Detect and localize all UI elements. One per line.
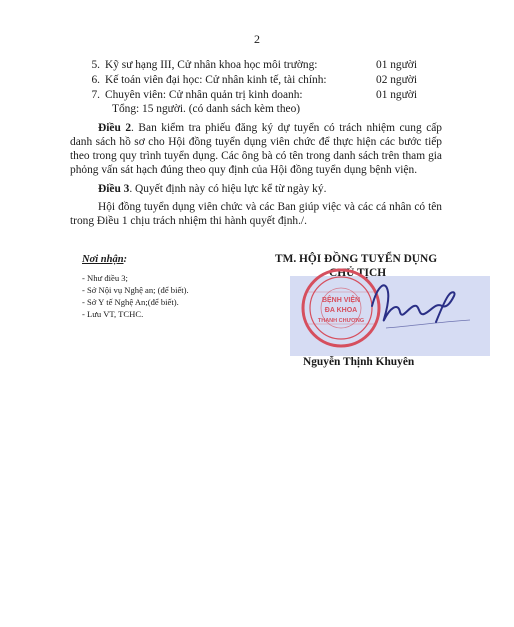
recipient-item: - Lưu VT, TCHC. <box>82 309 144 319</box>
list-item <box>86 58 466 72</box>
article-3-paragraph <box>70 182 442 196</box>
list-item-number: 5. <box>91 59 100 71</box>
list-item-count: 01 người <box>376 89 417 101</box>
signatory-name: Nguyễn Thịnh Khuyên <box>303 356 415 368</box>
list-item-count: 01 người <box>376 59 417 71</box>
stamp-line: ĐA KHOA <box>324 307 358 314</box>
page-number: 2 <box>254 32 260 46</box>
article-2-label: Điều 2 <box>98 122 132 134</box>
stamp-line: BỆNH VIỆN <box>321 297 361 304</box>
list-item-text: Kỹ sư hạng III, Cử nhân khoa học môi trường: <box>105 59 318 71</box>
recipient-item: - Sở Y tế Nghệ An;(để biết). <box>82 297 179 307</box>
list-item-text: Kế toán viên đại học: Cử nhân kinh tế, tài chính: <box>105 74 327 86</box>
article-2-paragraph <box>70 121 442 177</box>
article-3-text: . Quyết định này có hiệu lực kể từ ngày ký. <box>129 183 327 195</box>
list-item <box>86 73 466 87</box>
stamp-line: THANH CHƯƠNG <box>317 318 365 324</box>
closing-paragraph <box>70 200 442 228</box>
list-item <box>86 88 466 102</box>
signature-title: TM. HỘI ĐỒNG TUYỂN DỤNG <box>275 253 438 265</box>
list-item-text: Chuyên viên: Cử nhân quản trị kinh doanh: <box>105 89 303 101</box>
official-stamp-icon <box>303 270 379 346</box>
article-3-label: Điều 3 <box>98 183 130 195</box>
recipient-item: - Sở Nội vụ Nghệ an; (để biết). <box>82 285 189 295</box>
recipients-title-text: Nơi nhận <box>82 254 124 265</box>
list-item-number: 7. <box>91 89 100 101</box>
total-line: Tổng: 15 người. (có danh sách kèm theo) <box>112 103 301 115</box>
recipients-title <box>82 254 127 265</box>
article-2-text: . Ban kiểm tra phiếu đăng ký dự tuyển có trách nhiệm cung cấp danh sách hồ sơ cho Hội đồng tuyển dụng viên chức để thực hiện các bước tiếp theo trong quy trình tuyển dụng. Các ông bà có tên trong danh sách trên tham gia phỏng vấn sát hạch đúng theo quy định của Hội đồng tuyển dụng bệnh viện. <box>70 122 442 176</box>
list-item-number: 6. <box>91 74 100 86</box>
recipient-item: - Như điều 3; <box>82 273 128 283</box>
recipients-title-suffix: : <box>123 254 128 265</box>
signature-role: CHỦ TỊCH <box>329 267 387 279</box>
list-item-count: 02 người <box>376 74 417 86</box>
handwritten-signature-icon <box>372 285 455 322</box>
closing-text: Hội đồng tuyển dụng viên chức và các Ban giúp việc và các cá nhân có tên trong Điều 1 chịu trách nhiệm thi hành quyết định./. <box>70 201 442 227</box>
